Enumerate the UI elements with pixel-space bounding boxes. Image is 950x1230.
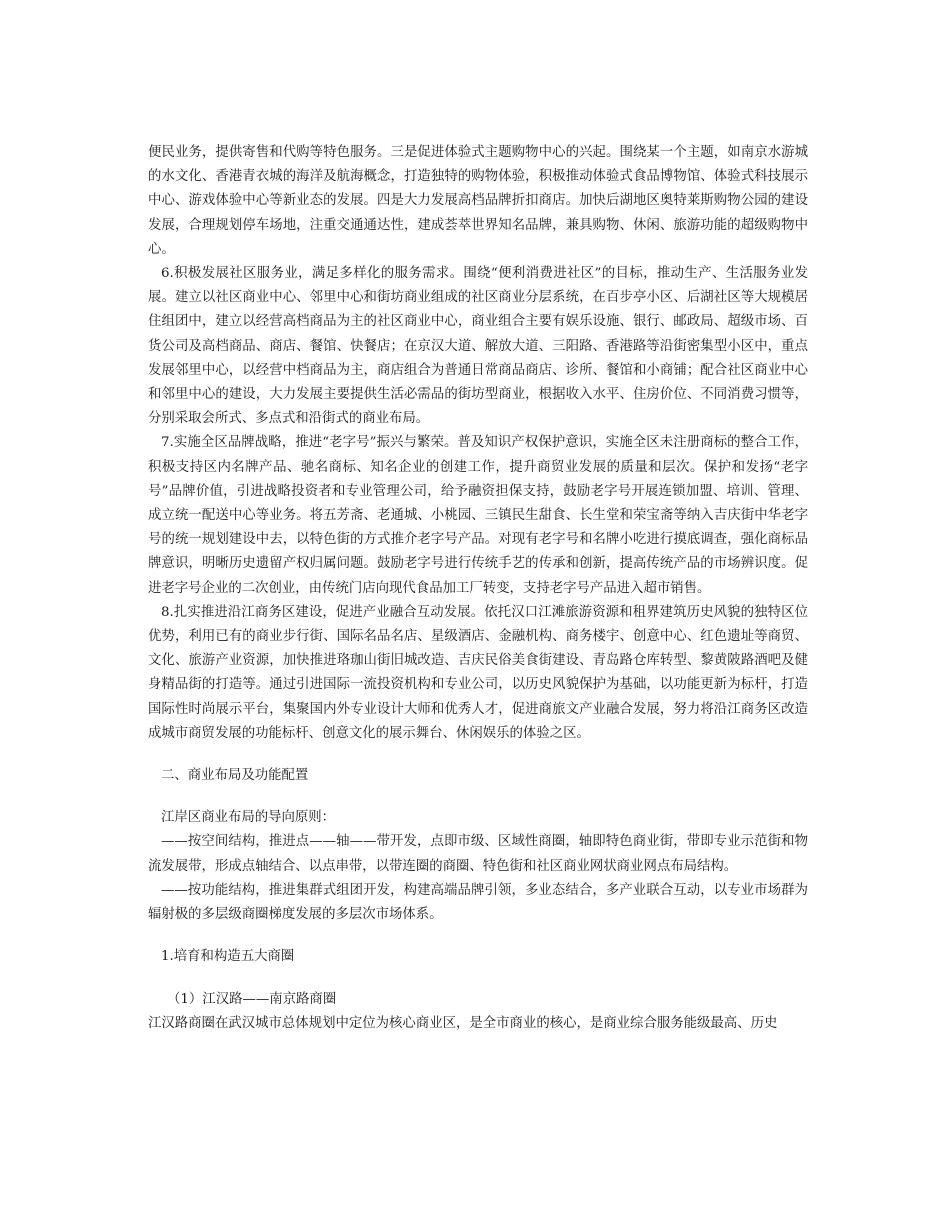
sub-subsection-heading: （1）江汉路——南京路商圈 — [167, 991, 337, 1007]
document-body — [148, 141, 808, 1036]
body-paragraph-item-6: 6.积极发展社区服务业，满足多样化的服务需求。围绕“便利消费进社区”的目标，推动生产、生活服务业发展。建立以社区商业中心、邻里中心和街坊商业组成的社区商业分层系统，在百步亭小区、后湖社区等大规模居住组团中，建立以经营高档商品为主的社区商业中心，商业组合主要有娱乐设施、银行、邮政局、超级市场、百货公司及高档商品、商店、餐馆、快餐店；在京汉大道、解放大道、三阳路、香港路等沿街密集型小区中，重点发展邻里中心，以经营中档商品为主，商店组合为普通日常商品商店、诊所、餐馆和小商铺；配合社区商业中心和邻里中心的建设，大力发展主要提供生活必需品的街坊型商业，根据收入水平、住房价位、不同消费习惯等，分别采取会所式、多点式和沿街式的商业布局。 — [148, 266, 808, 427]
principle-item-functional: ——按功能结构，推进集群式组团开发，构建高端品牌引领，多业态结合，多产业联合互动，以专业市场群为辐射极的多层级商圈梯度发展的多层次市场体系。 — [148, 882, 808, 923]
body-paragraph-item-7: 7.实施全区品牌战略，推进“老字号”振兴与繁荣。普及知识产权保护意识，实施全区未注册商标的整合工作，积极支持区内名牌产品、驰名商标、知名企业的创建工作，提升商贸业发展的质量和层次。保护和发扬“老字号”品牌价值，引进战略投资者和专业管理公司，给予融资担保支持，鼓励老字号开展连锁加盟、培训、管理、成立统一配送中心等业务。将五芳斋、老通城、小桃园、三镇民生甜食、长生堂和荣宝斋等纳入吉庆街中华老字号的统一规划建设中去，以特色街的方式推介老字号产品。对现有老字号和名牌小吃进行摸底调查，强化商标品牌意识，明晰历史遗留产权归属问题。鼓励老字号进行传统手艺的传承和创新，提高传统产品的市场辨识度。促进老字号企业的二次创业，由传统门店向现代食品加工厂转变，支持老字号产品进入超市销售。 — [148, 435, 808, 596]
body-paragraph-continued: 便民业务，提供寄售和代购等特色服务。三是促进体验式主题购物中心的兴起。围绕某一个主题，如南京水游城的水文化、香港青衣城的海洋及航海概念，打造独特的购物体验，积极推动体验式食品博物馆、体验式科技展示中心、游戏体验中心等新业态的发展。四是大力发展高档品牌折扣商店。加快后湖地区奥特莱斯购物公园的建设发展，合理规划停车场地，注重交通通达性，建成荟萃世界知名品牌，兼具购物、休闲、旅游功能的超级购物中心。 — [148, 145, 808, 257]
body-paragraph-item-8: 8.扎实推进沿江商务区建设，促进产业融合互动发展。依托汉口江滩旅游资源和租界建筑历史风貌的独特区位优势，利用已有的商业步行街、国际名品名店、星级酒店、金融机构、商务楼宇、创意中心、红色遗址等商贸、文化、旅游产业资源，加快推进珞珈山街旧城改造、吉庆民俗美食街建设、青岛路仓库转型、黎黄陂路酒吧及健身精品街的打造等。通过引进国际一流投资机构和专业公司，以历史风貌保护为基础，以功能更新为标杆，打造国际性时尚展示平台，集聚国内外专业设计大师和优秀人才，促进商旅文产业融合发展，努力将沿江商务区改造成城市商贸发展的功能标杆、创意文化的展示舞台、休闲娱乐的体验之区。 — [148, 604, 808, 741]
section-heading: 二、商业布局及功能配置 — [161, 768, 309, 784]
principles-intro: 江岸区商业布局的导向原则： — [161, 810, 336, 826]
body-paragraph-final: 江汉路商圈在武汉城市总体规划中定位为核心商业区，是全市商业的核心，是商业综合服务能级最高、历史 — [148, 1015, 778, 1031]
subsection-heading: 1.培育和构造五大商圈 — [161, 949, 295, 965]
principle-item-spatial: ——按空间结构，推进点——轴——带开发，点即市级、区域性商圈，轴即特色商业街，带即专业示范街和物流发展带，形成点轴结合、以点串带，以带连圈的商圈、特色街和社区商业网状商业网点布局结构。 — [148, 834, 808, 874]
